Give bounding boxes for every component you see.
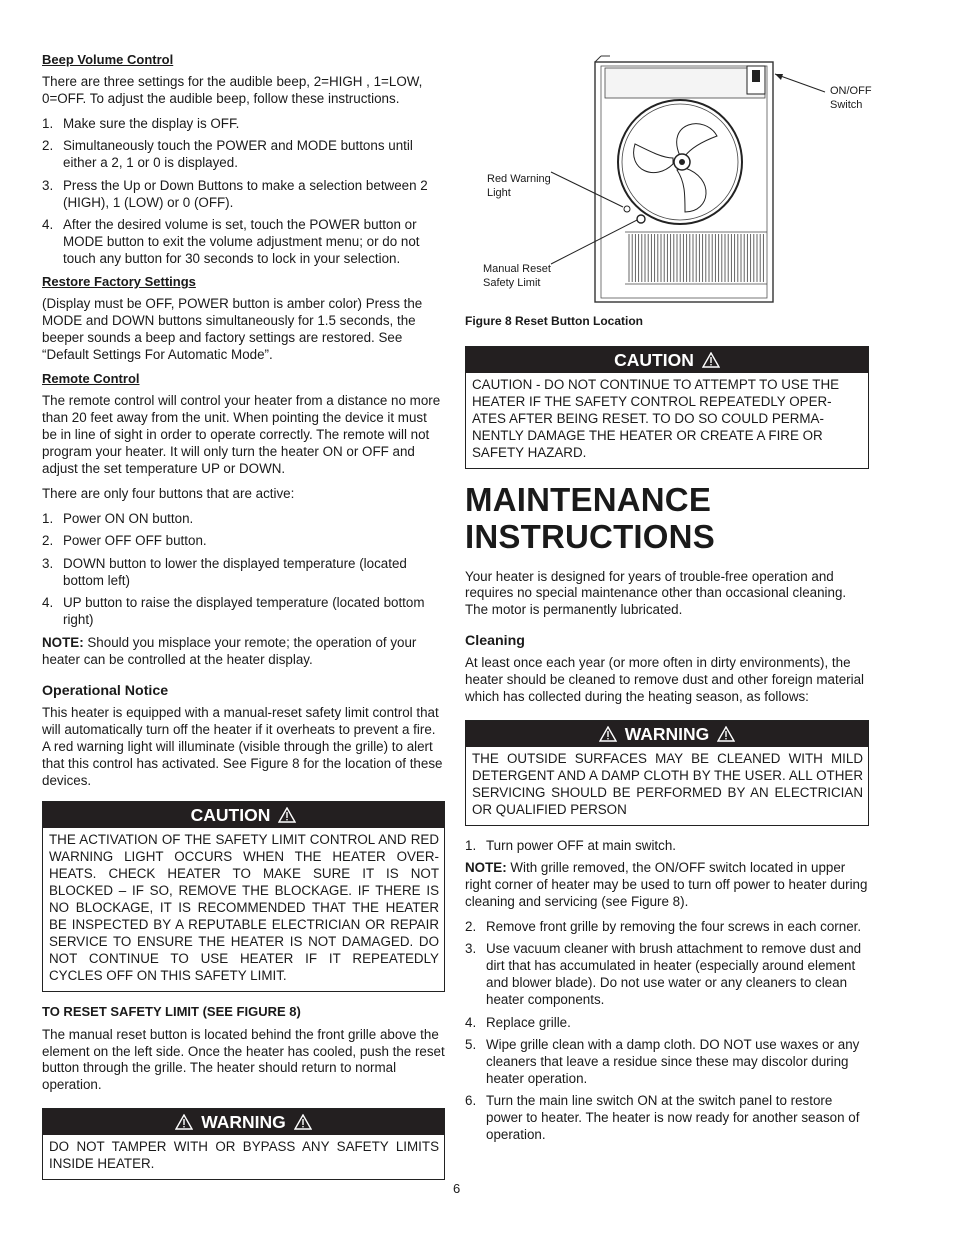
label-onoff-switch: ON/OFF Switch [830, 85, 872, 111]
cleaning-note: NOTE: With grille removed, the ON/OFF switch located in upper right corner of heater may be used to turn off power to heater during cleaning and servicing (see Figure 8). [465, 860, 868, 909]
warning-text: THE OUTSIDE SURFACES MAY BE CLEANED WITH MILD DETERGENT AND A DAMP CLOTH BY THE USER. ALL OTHER SERVICING SHOULD BE PERFORMED BY AN ELECTRICIAN OR QUALIFIED PERSON [472, 750, 863, 817]
list-item: 2. Simultaneously touch the POWER and MODE buttons until either a 2, 1 or 0 is displayed. [42, 138, 413, 171]
operational-text: This heater is equipped with a manual-reset safety limit control that will automatically turn off the heater if it overheats to prevent a fire. A red warning light will illuminate (visible through the grille) to alert that this control has activated. See Figure 8 for the location of these devices. [42, 704, 443, 788]
label-manual-reset: Manual Reset Safety Limit [483, 263, 551, 289]
remote-control-heading: Remote Control [42, 371, 140, 387]
list-item: 6. Turn the main line switch ON at the switch panel to restore power to heater. The heater is now ready for another season of operation. [465, 1093, 860, 1143]
reset-text: The manual reset button is located behind the front grille above the element on the left side. Once the heater has cooled, push the reset button through the grille. The heater should return to normal operation. [42, 1026, 445, 1093]
warning-text: DO NOT TAMPER WITH OR BYPASS ANY SAFETY LIMITS INSIDE HEATER. [49, 1139, 439, 1172]
reset-safety-heading: TO RESET SAFETY LIMIT (SEE FIGURE 8) [42, 1003, 301, 1019]
list-item: 4. UP button to raise the displayed temperature (located bottom right) [42, 595, 425, 628]
warning-header: WARNING [43, 1109, 444, 1135]
warning-triangle-icon [278, 807, 296, 823]
right-column [465, 52, 872, 1150]
label-red-warning-light: Red Warning Light [487, 173, 551, 199]
remote-note: NOTE: Should you misplace your remote; the operation of your heater can be controlled at the heater display. [42, 635, 417, 668]
caution-text: THE ACTIVATION OF THE SAFETY LIMIT CONTROL AND RED WARNING LIGHT OCCURS WHEN THE HEATER OVER-HEATS. CHECK HEATER TO MAKE SURE IT IS NOT BLOCKED – IF SO, REMOVE THE BLOCKAGE. IF THERE IS NO BLOCKAGE, IT IS RECOMMENDED THAT THE HEATER BE INSPECTED BY A REPUTABLE ELECTRICIAN OR REPAIR SERVICE TO ENSURE THE HEATER IS NOT DAMAGED. DO NOT CONTINUE TO USE HEATER IF IT REPEATEDLY CYCLES OFF ON THIS SAFETY LIMIT. [49, 832, 439, 983]
page-number: 6 [453, 1181, 461, 1196]
beep-volume-heading: Beep Volume Control [42, 52, 174, 67]
warning-triangle-icon [175, 1114, 193, 1130]
list-item: 4. Replace grille. [465, 1014, 571, 1030]
figure-8 [465, 52, 872, 334]
restore-factory-heading: Restore Factory Settings [42, 273, 196, 289]
warning-triangle-icon [294, 1114, 312, 1130]
list-item: 3. DOWN button to lower the displayed temperature (located bottom left) [42, 555, 407, 588]
left-column [42, 52, 445, 1192]
warning-header: WARNING [466, 721, 868, 747]
list-item: 1. Turn power OFF at main switch. [465, 837, 676, 853]
warning-box-2 [465, 720, 869, 826]
figure-caption: Figure 8 Reset Button Location [465, 314, 644, 328]
warning-triangle-icon [717, 726, 735, 742]
list-item: 1. Power ON ON button. [42, 510, 194, 526]
warning-triangle-icon [702, 352, 720, 368]
list-item: 2. Power OFF OFF button. [42, 533, 207, 549]
maintenance-intro: Your heater is designed for years of trouble-free operation and requires no special maintenance other than occasional cleaning. The motor is permanently lubricated. [465, 568, 847, 618]
caution-header: CAUTION [466, 347, 868, 373]
operational-notice-heading: Operational Notice [42, 682, 169, 699]
list-item: 3. Use vacuum cleaner with brush attachment to remove dust and dirt that has accumulated in heater (especially around element and blower blade). Do not use water or any cleaners to clean heater components. [465, 941, 862, 1008]
maintenance-title: MAINTENANCE INSTRUCTIONS [465, 480, 715, 555]
cleaning-step-1 [465, 838, 869, 855]
list-item: 1. Make sure the display is OFF. [42, 115, 240, 131]
remote-buttons-list [42, 511, 445, 629]
beep-intro: There are three settings for the audible beep, 2=HIGH , 1=LOW, 0=OFF. To adjust the audible beep, follow these instructions. [42, 74, 423, 106]
warning-triangle-icon [599, 726, 617, 742]
list-item: 4. After the desired volume is set, touch the POWER button or MODE button to exit the volume adjustment menu; or do not touch any button for 30 seconds to lock in your selection. [42, 217, 420, 266]
caution-header: CAUTION [43, 802, 444, 828]
caution-text: CAUTION - DO NOT CONTINUE TO ATTEMPT TO USE THE HEATER IF THE SAFETY CONTROL REPEATEDLY OPER-ATES AFTER BEING RESET. TO DO SO COULD PERMA-NENTLY DAMAGE THE HEATER OR CREATE A FIRE OR SAFETY HAZARD. [472, 377, 840, 460]
list-item: 2. Remove front grille by removing the four screws in each corner. [465, 918, 862, 934]
beep-steps [42, 116, 445, 268]
warning-box-1 [42, 1108, 445, 1180]
list-item: 5. Wipe grille clean with a damp cloth. DO NOT use waxes or any cleaners that leave a residue since these may discolor during heater operation. [465, 1037, 860, 1086]
cleaning-text: At least once each year (or more often in dirty environments), the heater should be cleaned to remove dust and other foreign material which has collected during the heating season, as follows: [465, 655, 864, 705]
list-item: 3. Press the Up or Down Buttons to make a selection between 2 (HIGH), 1 (LOW) or 0 (OFF). [42, 177, 428, 210]
restore-text: (Display must be OFF, POWER button is amber color) Press the MODE and DOWN buttons simultaneously for 1.5 seconds, the beeper sounds a beep and factory settings are restored. See “Default Settings For Automatic Mode”. [42, 295, 423, 362]
caution-box-1 [42, 801, 445, 991]
cleaning-steps [465, 919, 869, 1144]
cleaning-heading: Cleaning [465, 633, 525, 650]
remote-buttons-intro: There are only four buttons that are active: [42, 486, 295, 501]
remote-text: The remote control will control your heater from a distance no more than 20 feet away from the unit. When pointing the device it must be in line of sight in order to operate correctly. The remote will not program your heater. It will only turn the heater ON or OFF and adjust the set temperature UP or DOWN. [42, 393, 441, 477]
caution-box-2 [465, 346, 869, 469]
